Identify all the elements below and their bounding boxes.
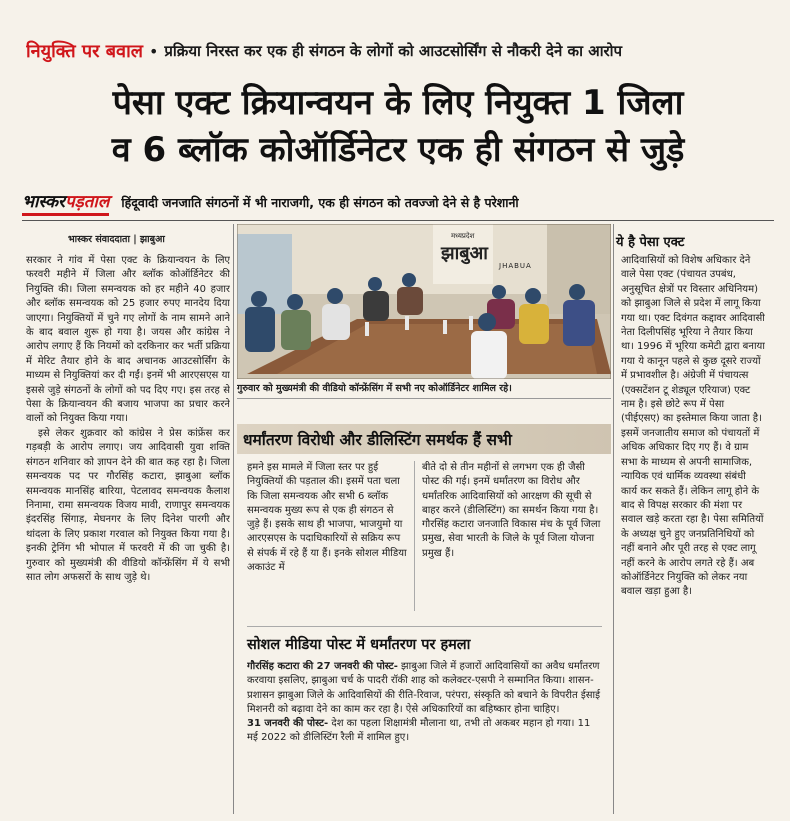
meeting-photo-illustration	[237, 224, 611, 379]
kicker-line	[26, 36, 766, 66]
section2-lead-2: 31 जनवरी की पोस्ट-	[247, 718, 329, 730]
left-paragraph-1: सरकार ने गांव में पेसा एक्ट के क्रियान्वयन के लिए फरवरी महीने में जिला और ब्लॉक कोऑर्डिनेटर की नियुक्ति की। जिला समन्वयक को हर महीने 40 हजार और ब्लॉक समन्वयक को 25 हजार रुपए मानदेय दिया जाएगा। नियुक्तियों में चुने गए लोगों के नाम सामने आने के बाद बवाल शुरू हो गया है। जयस और कांग्रेस ने आरोप लगाए हैं कि नियमों को दरकिनार कर भर्ती प्रक्रिया में मेरिट तैयार होने के बाद अचानक आउटसोर्सिंग के माध्यम से नियुक्तियां कर दी गईं। इनमें भी आरएसएस या इससे जुड़े संगठनों के लोगों को पद दिए गए। इस तरह से पेसा के क्रियान्वयन की बजाय भाजपा का प्रचार करने वालों को नियुक्त किया गया।	[26, 255, 230, 425]
box-column-2: बीते दो से तीन महीनों से लगभग एक ही जैसी पोस्ट की गई। इनमें धर्मांतरण का विरोध और धर्मांतरिक आदिवासियों को आरक्षण की सूची से बाहर करने (डीलिस्टिंग) का समर्थन किया गया है। गौरसिंह कटारा जनजाति विकास मंच के पूर्व जिला प्रमुख, सेवा भारती के जिले के पूर्व जिला योजना प्रमुख हैं।	[422, 462, 601, 559]
section2-text-1: झाबुआ जिले में हजारों आदिवासियों का अवैध धर्मांतरण करवाया इसलिए, झाबुआ चर्च के पादरी रॉकी शाह को कलेक्टर-एसपी ने सम्मानित किया। शासन-प्रशासन झाबुआ जिले के आदिवासियों की रीति-रिवाज, परंपरा, संस्कृति को बचाने के विपरीत ईसाई मिशनरी को बढ़ावा देने का काम कर रहा है। ऐसे अधिकारियों का बहिष्कार होना चाहिए।	[247, 661, 601, 715]
section2-text	[247, 660, 602, 746]
sidebar-paragraph: आदिवासियों को विशेष अधिकार देने वाले पेसा एक्ट (पंचायत उपबंध, अनुसूचित क्षेत्रों पर विस्तार अधिनियम) को झाबुआ जिले से प्रदेश में लागू किया गया था। एक्ट दिवंगत कद्दावर आदिवासी नेता दिलीपसिंह भूरिया ने तैयार किया था। 1996 में भूरिया कमेटी द्वारा बनाया गया ये कानून पहले से कुछ दूसरे राज्यों में प्रभावशील है। अंग्रेजी में पंचायत्स (एक्सटेंशन टू शेड्यूल एरियाज) एक्ट नाम है। इसे छोटे रूप में पेसा (पीईएसए) का इस्तेमाल किया जाता है। इसमें जनजातीय समाज को पंचायतों में अधिक अधिकार दिए गए हैं। वे ग्राम सभा के माध्यम से अपनी सामाजिक, न्यायिक एवं धार्मिक व्यवस्था संबंधी कार्य कर सकते हैं। लेकिन लागू होने के बाद से विपक्ष सरकार की मंशा पर सवाल खड़े करता रहा है। पेसा समितियों के अध्यक्ष चुने हुए जनप्रतिनिधियों को नहीं बनाने और पूरी तरह से एक्ट लागू नहीं करने के आरोप लगते रहे हैं। अब कोऑर्डिनेटर नियुक्ति को लेकर नया बवाल खड़ा हुआ है।	[621, 255, 765, 598]
photo-caption: गुरुवार को मुख्यमंत्री की वीडियो कॉन्फ्रेंसिंग में सभी नए कोऑर्डिनेटर शामिल रहे।	[237, 381, 611, 399]
subheadline: हिंदूवादी जनजाति संगठनों में भी नाराजगी, एक ही संगठन को तवज्जो देने से है परेशानी	[121, 194, 519, 210]
sidebar-heading: ये है पेसा एक्ट	[616, 235, 685, 250]
section2-lead-1: गौरसिंह कटारा की 27 जनवरी की पोस्ट-	[247, 661, 398, 672]
photo-sign-latin: JHABUA	[499, 262, 532, 270]
section2-heading: सोशल मीडिया पोस्ट में धर्मांतरण पर हमला	[247, 637, 471, 653]
kicker-label: नियुक्ति पर बवाल	[26, 41, 143, 62]
box-heading: धर्मांतरण विरोधी और डीलिस्टिंग समर्थक हैं सभी	[237, 424, 611, 454]
top-divider	[22, 220, 774, 221]
headline	[26, 80, 770, 174]
column-divider-right	[613, 224, 614, 814]
photo-sign-big: झाबुआ	[441, 243, 488, 264]
section2-text-2: देश का पहला शिक्षामंत्री मौलाना था, तभी तो अकबर महान हो गया। 11 मई 2022 को डीलिस्टिंग रैली में शामिल हुए।	[247, 718, 591, 744]
headline-line-2: व 6 ब्लॉक कोऑर्डिनेटर एक ही संगठन से जुड़े	[111, 130, 685, 170]
brand-row	[22, 187, 774, 217]
photo-sign-small: मध्यप्रदेश	[451, 232, 475, 240]
sidebar-text	[621, 254, 765, 806]
section-divider	[247, 626, 602, 627]
bhaskar-padtaal-logo	[22, 189, 109, 216]
headline-line-1: पेसा एक्ट क्रियान्वयन के लिए नियुक्त 1 जिला	[112, 83, 684, 123]
brand-part-2: पड़ताल	[64, 191, 110, 212]
column-divider-left	[233, 224, 234, 814]
left-column	[26, 254, 230, 802]
kicker-text: प्रक्रिया निरस्त कर एक ही संगठन के लोगों को आउटसोर्सिंग से नौकरी देने का आरोप	[164, 42, 623, 60]
byline: भास्कर संवाददाता | झाबुआ	[68, 234, 165, 245]
box-column-1: हमने इस मामले में जिला स्तर पर हुई नियुक्तियों की पड़ताल की। इसमें पता चला कि जिला समन्वयक और सभी 6 ब्लॉक समन्वयक मुख्य रूप से एक ही संगठन से जुड़े हैं। इसके साथ ही भाजपा, भाजयुमो या आरएसएस के पदाधिकारियों से सक्रिय रूप से संपर्क में रहे हैं या हैं। इनके सोशल मीडिया अकाउंट में	[247, 462, 407, 574]
left-paragraph-2: इसे लेकर शुक्रवार को कांग्रेस ने प्रेस कांफ्रेंस कर गड़बड़ी के आरोप लगाए। जय आदिवासी युवा शक्ति संगठन शनिवार को ज्ञापन देने की बात कह रहा है। जिला समन्वयक पद पर गौरसिंह कटारा, झाबुआ ब्लॉक समन्वयक मानसिंह बारिया, पेटलावद समन्वयक कैलाश निनामा, रामा समन्वयक विजय मावी, राणापुर समन्वयक इंदरसिंह सिंगाड़, मेघनगर के लिए दिनेश पारगी और थांदला के लिए प्रकाश गरवाल को नियुक्त किया गया है। इनकी ट्रेनिंग भी भोपाल में फरवरी में की जा चुकी है। गुरुवार को मुख्यमंत्री की वीडियो कॉन्फ्रेंसिंग में ये सभी सात लोग अफसरों के साथ जुड़े थे।	[26, 427, 230, 583]
meeting-photo	[237, 224, 611, 379]
brand-part-1: भास्कर	[22, 191, 65, 212]
kicker-bullet: •	[148, 41, 159, 61]
box-column-divider	[414, 461, 415, 611]
